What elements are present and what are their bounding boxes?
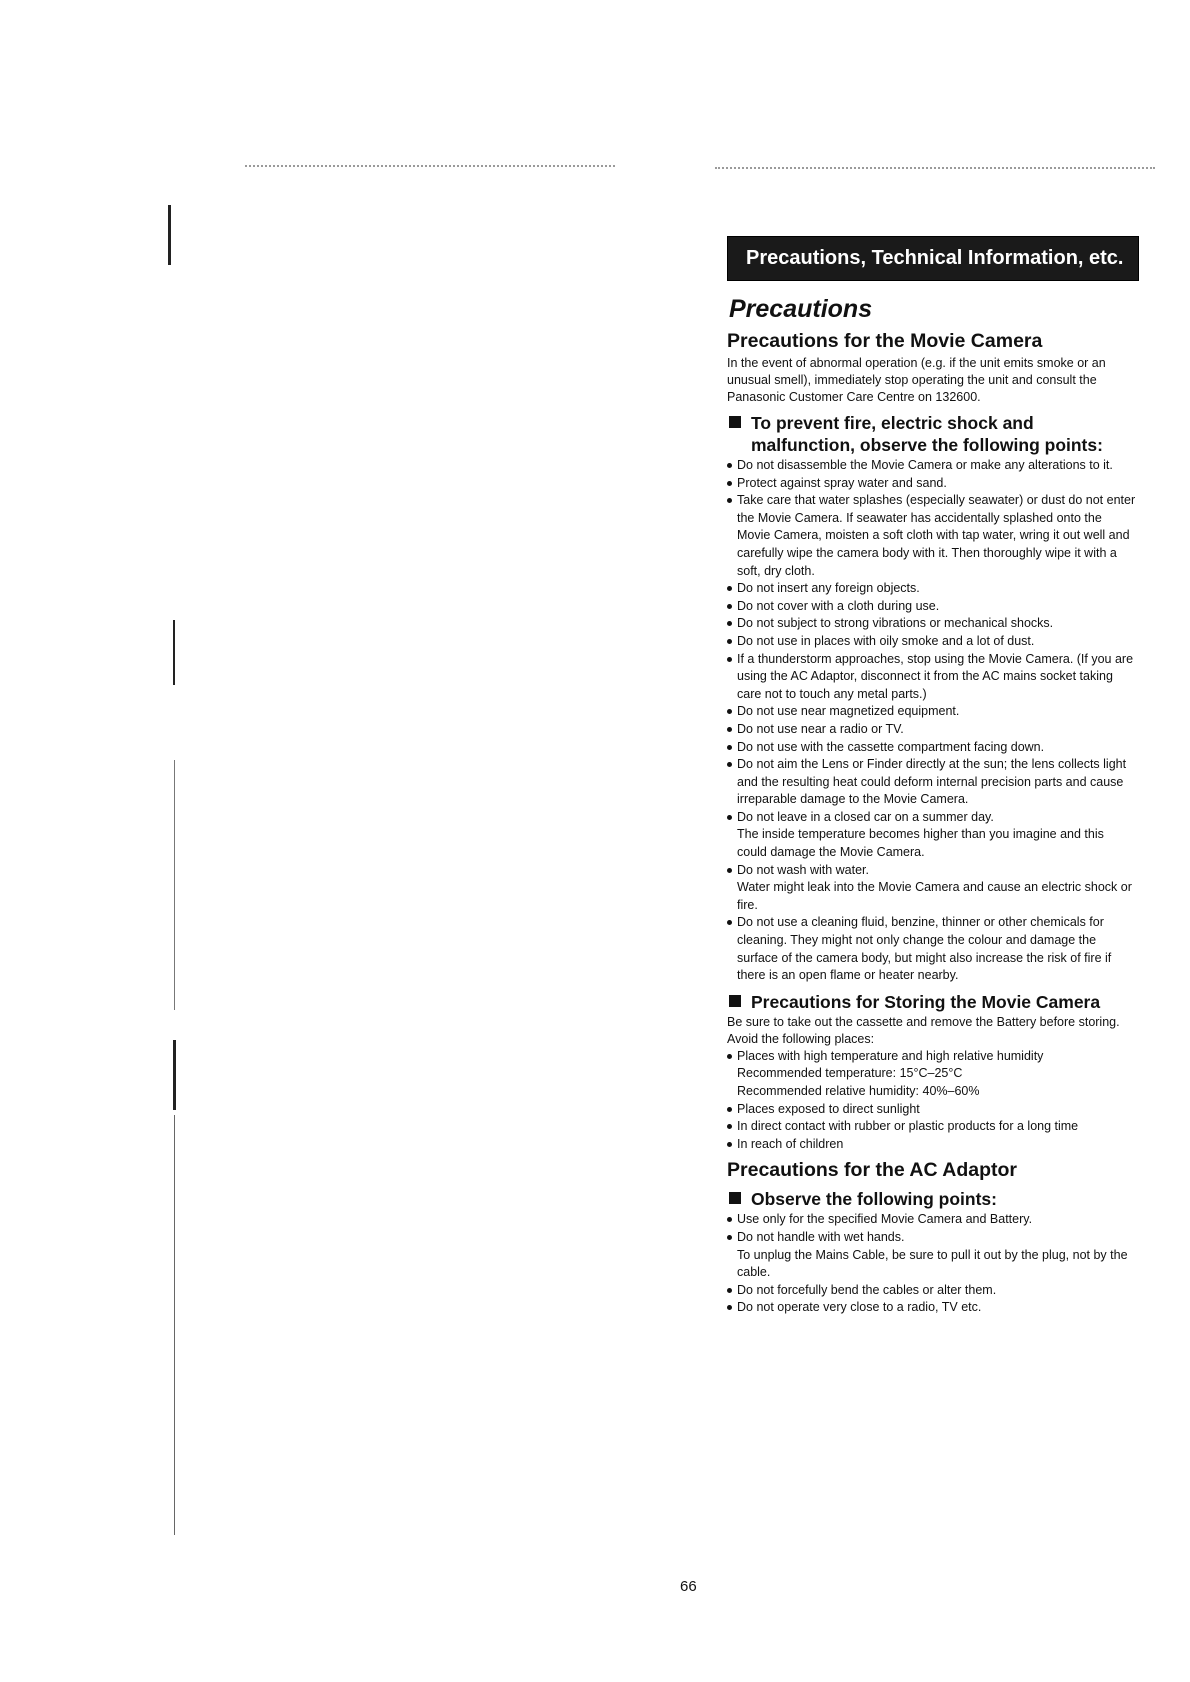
camera-precaution-list: [727, 457, 1137, 826]
bullet-icon: [727, 586, 732, 591]
storing-intro: Be sure to take out the cassette and remove the Battery before storing.: [727, 1014, 1120, 1029]
list-item: Do not cover with a cloth during use.: [727, 598, 1137, 616]
list-item: Do not subject to strong vibrations or mechanical shocks.: [727, 615, 1137, 633]
storing-subheading: [727, 991, 1137, 1013]
camera-precaution-list-cont: [727, 914, 1137, 984]
square-bullet-icon: [729, 995, 741, 1007]
list-item: Do not use near a radio or TV.: [727, 721, 1137, 739]
fire-heading-line-1: To prevent fire, electric shock and: [751, 413, 1034, 433]
scan-artifact-line: [173, 620, 175, 685]
list-item: Do not use near magnetized equipment.: [727, 703, 1137, 721]
adaptor-list: [727, 1211, 1137, 1246]
bullet-icon: [727, 604, 732, 609]
bullet-icon: [727, 745, 732, 750]
list-item: Places with high temperature and high relative humidity: [727, 1048, 1137, 1066]
bullet-icon: [727, 727, 732, 732]
square-bullet-icon: [729, 416, 741, 428]
scan-artifact-dots: [245, 165, 615, 169]
bullet-icon: [727, 1142, 732, 1147]
note-car: The inside temperature becomes higher than you imagine and this could damage the Movie Camera.: [737, 827, 1104, 860]
recommended-temperature: Recommended temperature: 15°C–25°C: [737, 1066, 963, 1081]
camera-intro: In the event of abnormal operation (e.g. if the unit emits smoke or an unusual smell), immediately stop operating the unit and consult the Panasonic Customer Care Centre on 132600.: [727, 356, 1106, 404]
list-item: Do not aim the Lens or Finder directly at the sun; the lens collects light and the resulting heat could deform internal precision parts and cause irreparable damage to the Movie Camera.: [727, 756, 1137, 809]
fire-heading-line-2: malfunction, observe the following points:: [751, 435, 1103, 455]
list-item: If a thunderstorm approaches, stop using the Movie Camera. (If you are using the AC Adaptor, disconnect it from the AC mains socket taking care not to touch any metal parts.): [727, 651, 1137, 704]
bullet-icon: [727, 1054, 732, 1059]
list-item: Do not use with the cassette compartment facing down.: [727, 739, 1137, 757]
note-water: Water might leak into the Movie Camera and cause an electric shock or fire.: [737, 880, 1132, 912]
adaptor-sub-label: Observe the following points:: [751, 1189, 997, 1210]
section-banner: Precautions, Technical Information, etc.: [727, 236, 1139, 281]
bullet-icon: [727, 639, 732, 644]
adaptor-subheading: [727, 1188, 1137, 1210]
bullet-icon: [727, 815, 732, 820]
bullet-icon: [727, 1217, 732, 1222]
scan-artifact-line: [173, 1040, 176, 1110]
list-item: Do not leave in a closed car on a summer day.: [727, 809, 1137, 827]
list-item: Do not wash with water.: [727, 862, 1137, 880]
list-item: Do not insert any foreign objects.: [727, 580, 1137, 598]
page-number: 66: [680, 1578, 697, 1595]
camera-heading: Precautions for the Movie Camera: [727, 330, 1043, 352]
storing-list: [727, 1048, 1137, 1066]
content-column: [727, 236, 1137, 1317]
list-item: Do not use a cleaning fluid, benzine, thinner or other chemicals for cleaning. They might not only change the colour and damage the surface of the camera body, but might also increase the risk of fire if there is an open flame or heater nearby.: [727, 914, 1137, 984]
square-bullet-icon: [729, 1192, 741, 1204]
bullet-icon: [727, 868, 732, 873]
storing-list-cont: [727, 1101, 1137, 1154]
fire-subheading: [727, 412, 1137, 456]
note-unplug: To unplug the Mains Cable, be sure to pull it out by the plug, not by the cable.: [737, 1247, 1128, 1280]
bullet-icon: [727, 481, 732, 486]
scan-artifact-line: [168, 205, 171, 265]
scan-artifact-line: [174, 1115, 175, 1535]
camera-precaution-list-cont: [727, 862, 1137, 880]
list-item: Do not handle with wet hands.: [727, 1229, 1137, 1247]
storing-avoid: Avoid the following places:: [727, 1031, 875, 1046]
list-item: In direct contact with rubber or plastic products for a long time: [727, 1118, 1137, 1136]
scan-artifact-line: [174, 760, 175, 1010]
list-item: Do not use in places with oily smoke and a lot of dust.: [727, 633, 1137, 651]
bullet-icon: [727, 762, 732, 767]
scan-artifact-dots: [715, 167, 1155, 171]
bullet-icon: [727, 498, 732, 503]
adaptor-heading: Precautions for the AC Adaptor: [727, 1159, 1017, 1182]
bullet-icon: [727, 709, 732, 714]
bullet-icon: [727, 920, 732, 925]
list-item: Use only for the specified Movie Camera and Battery.: [727, 1211, 1137, 1229]
list-item: Do not disassemble the Movie Camera or make any alterations to it.: [727, 457, 1137, 475]
bullet-icon: [727, 1107, 732, 1112]
adaptor-list-cont: [727, 1282, 1137, 1317]
bullet-icon: [727, 1235, 732, 1240]
bullet-icon: [727, 463, 732, 468]
list-item: Take care that water splashes (especially seawater) or dust do not enter the Movie Camera. If seawater has accidentally splashed onto the Movie Camera, moisten a soft cloth with tap water, wring it out well and carefully wipe the camera body with it. Then thoroughly wipe it with a soft, dry cloth.: [727, 492, 1137, 580]
list-item: Do not operate very close to a radio, TV etc.: [727, 1299, 1137, 1317]
bullet-icon: [727, 1288, 732, 1293]
bullet-icon: [727, 1124, 732, 1129]
list-item: Protect against spray water and sand.: [727, 475, 1137, 493]
page-title: Precautions: [729, 295, 873, 323]
bullet-icon: [727, 1305, 732, 1310]
list-item: In reach of children: [727, 1136, 1137, 1154]
bullet-icon: [727, 657, 732, 662]
list-item: Places exposed to direct sunlight: [727, 1101, 1137, 1119]
recommended-humidity: Recommended relative humidity: 40%–60%: [737, 1084, 980, 1098]
bullet-icon: [727, 621, 732, 626]
list-item: Do not forcefully bend the cables or alter them.: [727, 1282, 1137, 1300]
storing-heading: Precautions for Storing the Movie Camera: [751, 991, 1101, 1012]
